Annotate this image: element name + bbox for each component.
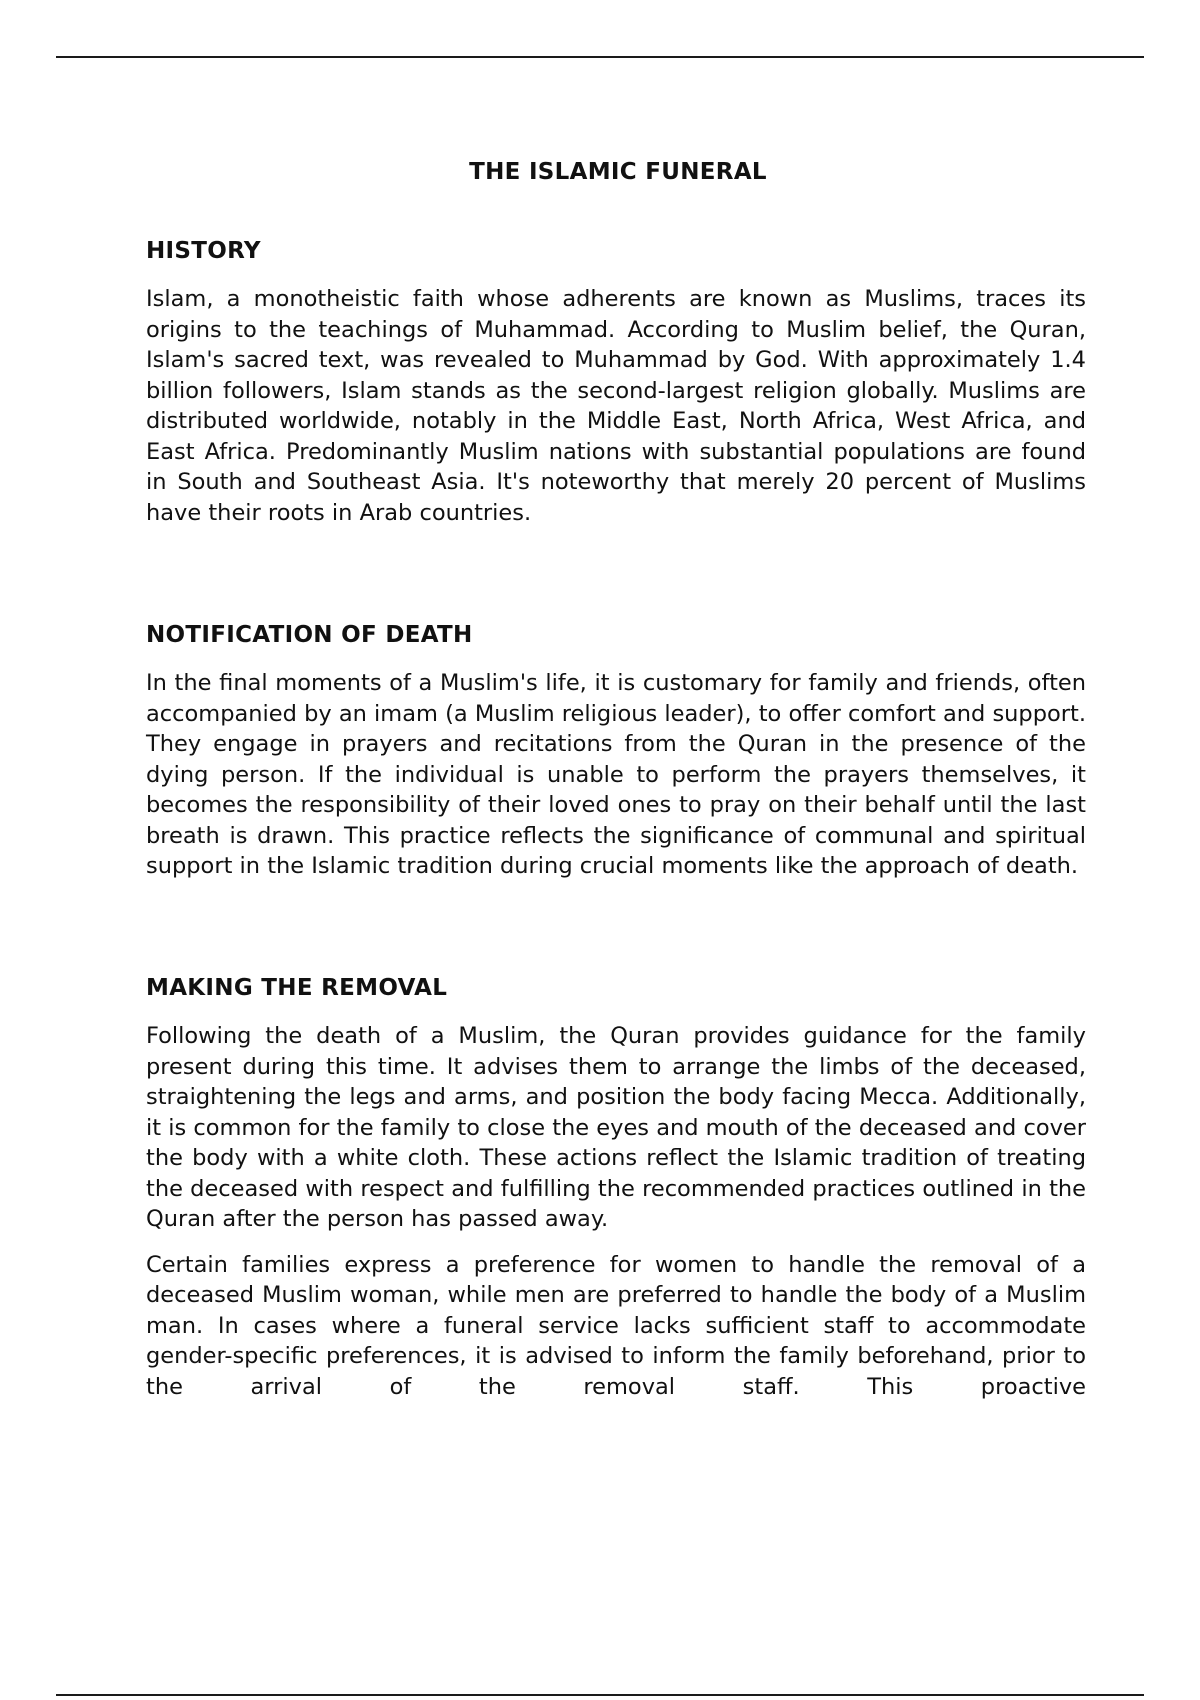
section-notification-of-death [146, 622, 1086, 882]
notification-paragraph: In the final moments of a Muslim's life, it is customary for family and friends, often accompanied by an imam (a Muslim religious leader), to offer comfort and support. They engage in prayers and recitations from the Quran in the presence of the dying person. If the individual is unable to perform the prayers themselves, it becomes the responsibility of their loved ones to pray on their behalf until the last breath is drawn. This practice reflects the significance of communal and spiritual support in the Islamic tradition during crucial moments like the approach of death. [146, 670, 1086, 879]
section-making-the-removal [146, 975, 1086, 1402]
history-paragraph: Islam, a monotheistic faith whose adherents are known as Muslims, traces its origins to the teachings of Muhammad. According to Muslim belief, the Quran, Islam's sacred text, was revealed to Muhammad by God. With approximately 1.4 billion followers, Islam stands as the second-largest religion globally. Muslims are distributed worldwide, notably in the Middle East, North Africa, West Africa, and East Africa. Predominantly Muslim nations with substantial populations are found in South and Southeast Asia. It's noteworthy that merely 20 percent of Muslims have their roots in Arab countries. [146, 286, 1086, 526]
page-bottom-rule [56, 1694, 1144, 1696]
section-history [146, 238, 1086, 528]
removal-paragraph-1: Following the death of a Muslim, the Quran provides guidance for the family present during this time. It advises them to arrange the limbs of the deceased, straightening the legs and arms, and position the body facing Mecca. Additionally, it is common for the family to close the eyes and mouth of the deceased and cover the body with a white cloth. These actions reflect the Islamic tradition of treating the deceased with respect and fulfilling the recommended practices outlined in the Quran after the person has passed away. [146, 1023, 1086, 1232]
page-top-rule [56, 56, 1144, 58]
section-heading-notification-of-death: NOTIFICATION OF DEATH [146, 622, 473, 648]
section-heading-history: HISTORY [146, 238, 261, 264]
document-title: THE ISLAMIC FUNERAL [469, 159, 767, 186]
section-heading-making-the-removal: MAKING THE REMOVAL [146, 975, 448, 1001]
removal-paragraph-2: Certain families express a preference for women to handle the removal of a deceased Muslim woman, while men are preferred to handle the body of a Muslim man. In cases where a funeral service lacks sufficient staff to accommodate gender-specific preferences, it is advised to inform the family beforehand, prior to the arrival of the removal staff. This proactive [146, 1251, 1086, 1400]
